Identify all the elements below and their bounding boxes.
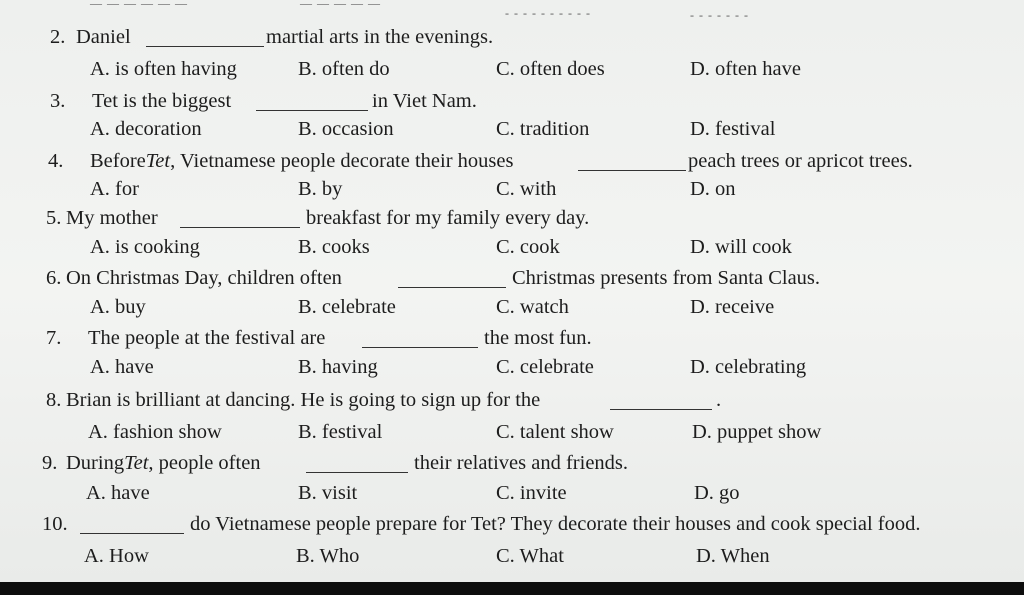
question-text: During: [66, 452, 125, 474]
answer-option[interactable]: D. celebrating: [690, 356, 807, 378]
answer-option[interactable]: C. often does: [496, 58, 605, 80]
answer-blank[interactable]: [146, 46, 264, 47]
answer-option[interactable]: C. invite: [496, 482, 567, 504]
question-text: in Viet Nam.: [372, 90, 477, 112]
cut-off-top-line: — — — — — —: [90, 0, 188, 10]
question-number: 7.: [46, 327, 62, 349]
answer-option[interactable]: A. fashion show: [88, 421, 222, 443]
answer-option[interactable]: D. on: [690, 178, 736, 200]
question-text: martial arts in the evenings.: [266, 26, 494, 48]
question-text: Before: [90, 150, 146, 172]
answer-blank[interactable]: [362, 347, 478, 348]
question-text: , people often: [148, 452, 261, 474]
question-text: Daniel: [76, 26, 131, 48]
answer-blank[interactable]: [306, 472, 408, 473]
question-text: the most fun.: [484, 327, 592, 349]
answer-option[interactable]: C. talent show: [496, 421, 614, 443]
question-text: Tet: [145, 150, 171, 172]
question-text: On Christmas Day, children often: [66, 267, 342, 289]
question-number: 9.: [42, 452, 58, 474]
question-number: 2.: [50, 26, 66, 48]
answer-option[interactable]: B. often do: [298, 58, 390, 80]
question-text: My mother: [66, 207, 158, 229]
answer-option[interactable]: A. How: [84, 545, 149, 567]
answer-option[interactable]: B. having: [298, 356, 378, 378]
question-text: Tet: [124, 452, 149, 474]
answer-option[interactable]: D. puppet show: [692, 421, 822, 443]
answer-option[interactable]: C. What: [496, 545, 564, 567]
question-number: 6.: [46, 267, 62, 289]
answer-option[interactable]: D. When: [696, 545, 770, 567]
answer-option[interactable]: D. often have: [690, 58, 801, 80]
question-text: Tet is the biggest: [92, 90, 232, 112]
bottom-edge: [0, 582, 1024, 595]
question-text: Christmas presents from Santa Claus.: [512, 267, 821, 289]
answer-option[interactable]: C. tradition: [496, 118, 590, 140]
answer-option[interactable]: B. celebrate: [298, 296, 396, 318]
answer-option[interactable]: C. cook: [496, 236, 560, 258]
answer-option[interactable]: D. receive: [690, 296, 775, 318]
answer-blank[interactable]: [256, 110, 368, 111]
question-number: 5.: [46, 207, 62, 229]
answer-option[interactable]: D. go: [694, 482, 740, 504]
answer-option[interactable]: B. Who: [296, 545, 360, 567]
question-text: Brian is brilliant at dancing. He is going to sign up for the: [66, 389, 541, 411]
question-text: breakfast for my family every day.: [306, 207, 590, 229]
question-text: , Vietnamese people decorate their houses: [170, 150, 514, 172]
answer-option[interactable]: C. celebrate: [496, 356, 594, 378]
answer-option[interactable]: A. have: [90, 356, 154, 378]
question-number: 3.: [50, 90, 66, 112]
answer-option[interactable]: C. with: [496, 178, 557, 200]
question-number: 8.: [46, 389, 62, 411]
question-number: 4.: [48, 150, 64, 172]
answer-blank[interactable]: [180, 227, 300, 228]
answer-blank[interactable]: [578, 170, 686, 171]
answer-option[interactable]: B. visit: [298, 482, 358, 504]
answer-blank[interactable]: [80, 533, 184, 534]
answer-option[interactable]: B. festival: [298, 421, 383, 443]
answer-blank[interactable]: [610, 409, 712, 410]
answer-option[interactable]: D. will cook: [690, 236, 792, 258]
question-number: 10.: [42, 513, 68, 535]
answer-blank[interactable]: [398, 287, 506, 288]
question-text: do Vietnamese people prepare for Tet? They decorate their houses and cook special food.: [190, 513, 921, 535]
answer-option[interactable]: B. occasion: [298, 118, 394, 140]
cut-off-top-line: - - - - - - -: [690, 8, 749, 22]
cut-off-top-line: - - - - - - - - - -: [505, 6, 591, 20]
answer-option[interactable]: D. festival: [690, 118, 776, 140]
answer-option[interactable]: B. by: [298, 178, 343, 200]
question-text: peach trees or apricot trees.: [688, 150, 913, 172]
answer-option[interactable]: A. buy: [90, 296, 146, 318]
answer-option[interactable]: A. is often having: [90, 58, 237, 80]
question-text: their relatives and friends.: [414, 452, 629, 474]
answer-option[interactable]: A. is cooking: [90, 236, 200, 258]
answer-option[interactable]: B. cooks: [298, 236, 370, 258]
answer-option[interactable]: A. decoration: [90, 118, 202, 140]
question-text: .: [716, 389, 722, 411]
answer-option[interactable]: C. watch: [496, 296, 569, 318]
cut-off-top-line: — — — — —: [300, 0, 381, 10]
answer-option[interactable]: A. have: [86, 482, 150, 504]
answer-option[interactable]: A. for: [90, 178, 139, 200]
question-text: The people at the festival are: [88, 327, 326, 349]
